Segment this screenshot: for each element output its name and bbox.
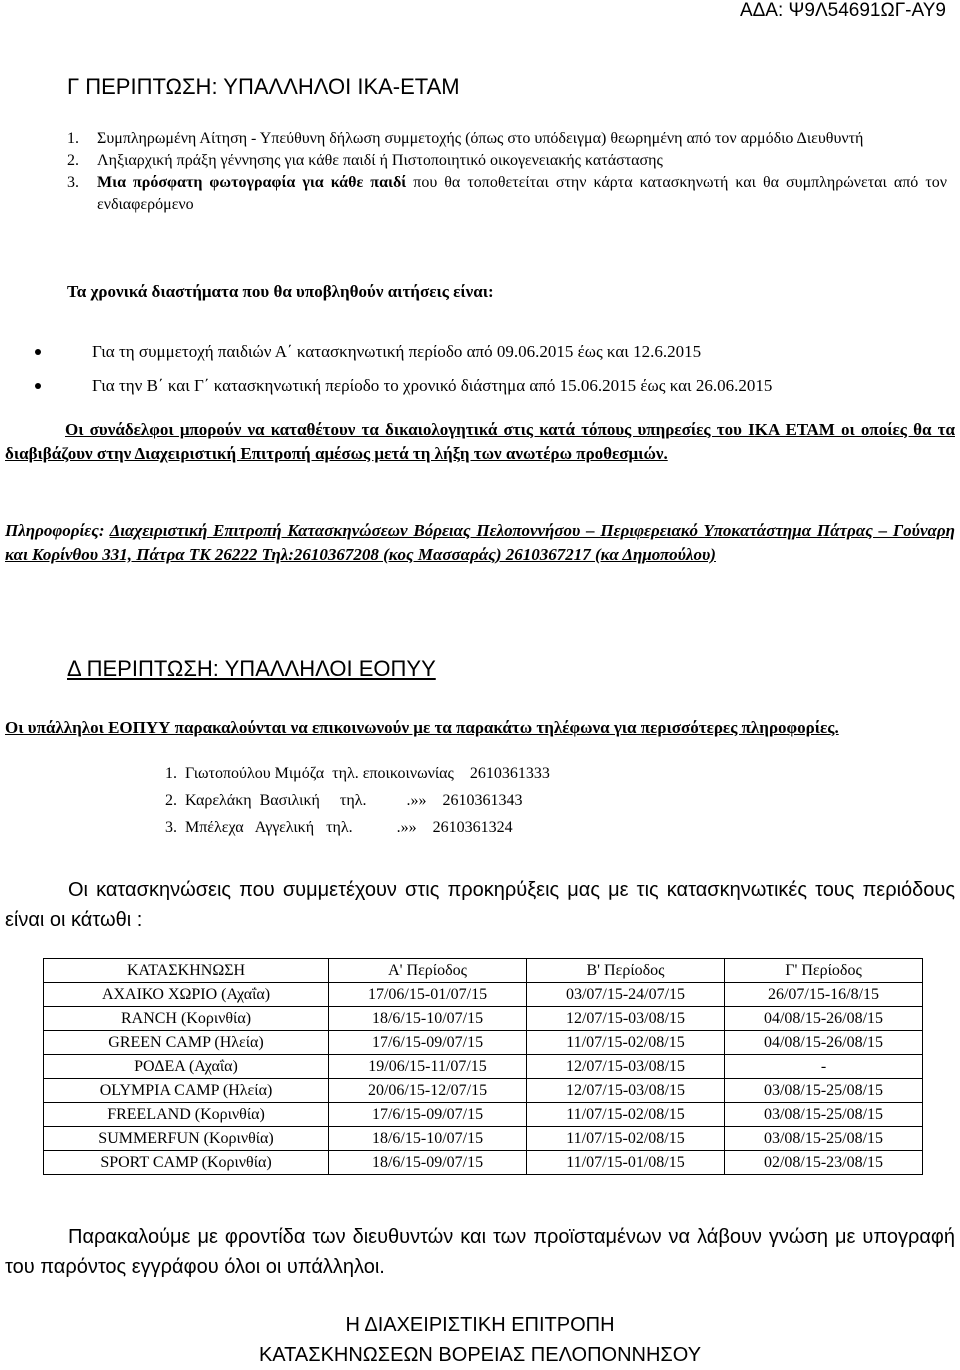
- case-d-title: Δ ΠΕΡΙΠΤΩΣΗ: ΥΠΑΛΛΗΛΟΙ ΕΟΠΥΥ: [67, 656, 436, 681]
- table-cell: 02/08/15-23/08/15: [724, 1151, 922, 1175]
- contacts-list: [165, 760, 550, 841]
- table-cell: GREEN CAMP (Ηλεία): [44, 1031, 329, 1055]
- intervals-list: [35, 335, 935, 403]
- table-cell: 12/07/15-03/08/15: [527, 1055, 725, 1079]
- case-c-documents-list: [67, 128, 947, 216]
- info-label: Πληροφορίες:: [5, 521, 110, 540]
- list-item: Για την Β΄ και Γ΄ κατασκηνωτική περίοδο το χρονικό διάστημα από 15.06.2015 έως και 26.06.2015: [35, 369, 935, 403]
- list-item: 1. Γιωτοπούλου Μιμόζα τηλ. εποικοινωνίας 2610361333: [165, 765, 550, 782]
- table-cell: ΑΧΑΙΚΟ ΧΩΡΙΟ (Αχαΐα): [44, 983, 329, 1007]
- table-cell: 04/08/15-26/08/15: [724, 1007, 922, 1031]
- table-row: [44, 983, 923, 1007]
- table-cell: 11/07/15-02/08/15: [527, 1103, 725, 1127]
- list-item: 3. Μπέλεχα Αγγελική τηλ. .»» 2610361324: [165, 819, 513, 836]
- table-cell: 18/6/15-10/07/15: [329, 1127, 527, 1151]
- table-cell: 12/07/15-03/08/15: [527, 1079, 725, 1103]
- table-row: [44, 1031, 923, 1055]
- camps-table: [43, 958, 923, 1175]
- table-row: [44, 1079, 923, 1103]
- column-header: Α' Περίοδος: [329, 959, 527, 983]
- list-item: 2. Ληξιαρχική πράξη γέννησης για κάθε παιδί ή Πιστοποιητικό οικογενειακής κατάστασης: [67, 152, 663, 169]
- table-cell: 17/6/15-09/07/15: [329, 1103, 527, 1127]
- closing-paragraph: Παρακαλούμε με φροντίδα των διευθυντών και των προϊσταμένων να λάβουν γνώση με υπογραφή του παρόντος εγγράφου όλοι οι υπάλληλοι.: [5, 1226, 955, 1278]
- eopyy-note: Οι υπάλληλοι ΕΟΠΥΥ παρακαλούνται να επικοινωνούν με τα παρακάτω τηλέφωνα για περισσότερες πληροφορίες.: [5, 718, 839, 737]
- info-text: Διαχειριστική Επιτροπή Κατασκηνώσεων Βόρειας Πελοποννήσου – Περιφερειακό Υποκατάστημα Πάτρας – Γούναρη και Κορίνθου 331, Πάτρα ΤΚ 26222 Τηλ:2610367208 (κος Μασσαράς) 2610367217 (κα Δημοπούλου): [5, 521, 955, 564]
- table-cell: 20/06/15-12/07/15: [329, 1079, 527, 1103]
- table-cell: SUMMERFUN (Κορινθία): [44, 1127, 329, 1151]
- list-item: Για τη συμμετοχή παιδιών Α΄ κατασκηνωτική περίοδο από 09.06.2015 έως και 12.6.2015: [35, 335, 935, 369]
- colleagues-note: Οι συνάδελφοι μπορούν να καταθέτουν τα δικαιολογητικά στις κατά τόπους υπηρεσίες του ΙΚΑ ΕΤΑΜ οι οποίες θα τα διαβιβάζουν στην Διαχειριστική Επιτροπή αμέσως μετά τη λήξη των ανωτέρω προθεσμιών.: [5, 420, 955, 463]
- ada-code: ΑΔΑ: Ψ9Λ54691ΩΓ-ΑΥ9: [739, 0, 946, 21]
- table-row: [44, 1007, 923, 1031]
- table-header-row: [44, 959, 923, 983]
- table-cell: 03/08/15-25/08/15: [724, 1127, 922, 1151]
- info-paragraph: [5, 519, 955, 567]
- bullet-icon: [35, 349, 41, 355]
- table-cell: 03/07/15-24/07/15: [527, 983, 725, 1007]
- table-cell: 03/08/15-25/08/15: [724, 1103, 922, 1127]
- table-cell: SPORT CAMP (Κορινθία): [44, 1151, 329, 1175]
- table-cell: 17/6/15-09/07/15: [329, 1031, 527, 1055]
- table-row: [44, 1151, 923, 1175]
- table-cell: 11/07/15-02/08/15: [527, 1127, 725, 1151]
- table-cell: RANCH (Κορινθία): [44, 1007, 329, 1031]
- signature-block: [0, 1310, 960, 1370]
- table-cell: -: [724, 1055, 922, 1079]
- table-row: [44, 1127, 923, 1151]
- column-header: ΚΑΤΑΣΚΗΝΩΣΗ: [44, 959, 329, 983]
- table-cell: 17/06/15-01/07/15: [329, 983, 527, 1007]
- signature-line-1: Η ΔΙΑΧΕΙΡΙΣΤΙΚΗ ΕΠΙΤΡΟΠΗ: [345, 1314, 615, 1336]
- table-cell: OLYMPIA CAMP (Ηλεία): [44, 1079, 329, 1103]
- table-cell: FREELAND (Κορινθία): [44, 1103, 329, 1127]
- table-cell: 12/07/15-03/08/15: [527, 1007, 725, 1031]
- table-cell: 19/06/15-11/07/15: [329, 1055, 527, 1079]
- camps-intro: Οι κατασκηνώσεις που συμμετέχουν στις προκηρύξεις μας με τις κατασκηνωτικές τους περιόδους είναι οι κάτωθι :: [5, 879, 955, 931]
- case-c-title: Γ ΠΕΡΙΠΤΩΣΗ: ΥΠΑΛΛΗΛΟΙ ΙΚΑ-ΕΤΑΜ: [67, 74, 460, 99]
- table-cell: 04/08/15-26/08/15: [724, 1031, 922, 1055]
- table-row: [44, 1055, 923, 1079]
- table-cell: 18/6/15-09/07/15: [329, 1151, 527, 1175]
- table-cell: 11/07/15-01/08/15: [527, 1151, 725, 1175]
- column-header: Γ' Περίοδος: [724, 959, 922, 983]
- intervals-title: Τα χρονικά διαστήματα που θα υποβληθούν αιτήσεις είναι:: [67, 282, 494, 301]
- table-cell: 18/6/15-10/07/15: [329, 1007, 527, 1031]
- list-item: 1. Συμπληρωμένη Αίτηση - Υπεύθυνη δήλωση συμμετοχής (όπως στο υπόδειγμα) θεωρημένη από τον αρμόδιο Διευθυντή: [67, 130, 864, 147]
- table-cell: 26/07/15-16/8/15: [724, 983, 922, 1007]
- table-row: [44, 1103, 923, 1127]
- bullet-icon: [35, 383, 41, 389]
- table-cell: 11/07/15-02/08/15: [527, 1031, 725, 1055]
- table-cell: ΡΟΔΕΑ (Αχαΐα): [44, 1055, 329, 1079]
- list-item: 2. Καρελάκη Βασιλική τηλ. .»» 2610361343: [165, 792, 523, 809]
- table-cell: 03/08/15-25/08/15: [724, 1079, 922, 1103]
- column-header: Β' Περίοδος: [527, 959, 725, 983]
- signature-line-2: ΚΑΤΑΣΚΗΝΩΣΕΩΝ ΒΟΡΕΙΑΣ ΠΕΛΟΠΟΝΝΗΣΟΥ: [258, 1344, 702, 1366]
- list-item: 3. Μια πρόσφατη φωτογραφία για κάθε παιδί που θα τοποθετείται στην κάρτα κατασκηνωτή και θα συμπληρώνεται από τον ενδιαφερόμενο: [67, 174, 947, 213]
